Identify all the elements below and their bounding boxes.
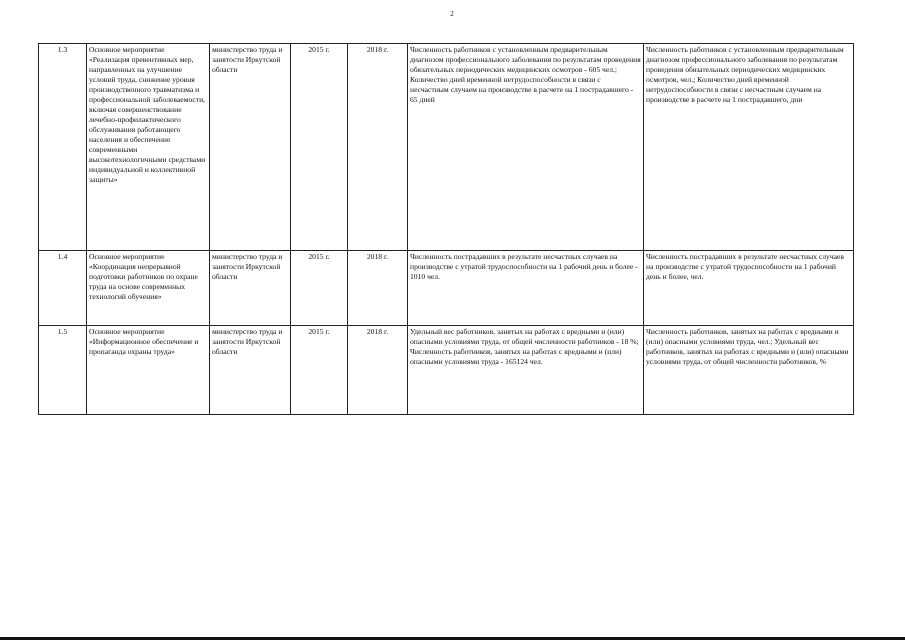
event-name-cell: Основное мероприятие «Координация непрерывной подготовки работников по охране труда на основе современных технологий обучения» <box>87 251 210 326</box>
expected-result-cell: Численность работников с установленным предварительным диагнозом профессионального заболевания по результатам проведения обязательных периодических медицинских осмотров - 605 чел.; Количество дней временной нетрудоспособности в связи с несчастным случаем на производстве в расчете на 1 пострадавшего - 65 дней <box>408 44 644 251</box>
end-year-cell: 2018 г. <box>348 251 408 326</box>
start-year-cell: 2015 г. <box>291 44 348 251</box>
end-year-cell: 2018 г. <box>348 326 408 415</box>
page-number: 2 <box>450 10 454 18</box>
executor-cell: министерство труда и занятости Иркутской области <box>210 251 291 326</box>
event-name-cell: Основное мероприятие «Информационное обеспечение и пропаганда охраны труда» <box>87 326 210 415</box>
start-year-cell: 2015 г. <box>291 326 348 415</box>
end-year-cell: 2018 г. <box>348 44 408 251</box>
executor-cell: министерство труда и занятости Иркутской области <box>210 44 291 251</box>
table-row <box>39 44 854 251</box>
start-year-cell: 2015 г. <box>291 251 348 326</box>
indicators-cell: Численность пострадавших в результате несчастных случаев на производстве с утратой трудоспособности на 1 рабочий день и более, чел. <box>644 251 854 326</box>
row-number-cell: 1.4 <box>39 251 87 326</box>
row-number-cell: 1.3 <box>39 44 87 251</box>
event-name-cell: Основное мероприятие «Реализация превентивных мер, направленных на улучшение условий труда, снижение уровня производственного травматизма и профессиональной заболеваемости, включая совершенствование лечебно-профилактического обслуживания работающего населения и обеспечение современными высокотехнологичными средствами индивидуальной и коллективной защиты» <box>87 44 210 251</box>
executor-cell: министерство труда и занятости Иркутской области <box>210 326 291 415</box>
row-number-cell: 1.5 <box>39 326 87 415</box>
expected-result-cell: Численность пострадавших в результате несчастных случаев на производстве с утратой трудоспособности на 1 рабочий день и более - 1010 чел. <box>408 251 644 326</box>
table-row <box>39 251 854 326</box>
expected-result-cell: Удельный вес работников, занятых на работах с вредными и (или) опасными условиями труда, от общей численности работников - 18 %; Численность работников, занятых на работах с вредными и (или) опасными условиями труда - 165124 чел. <box>408 326 644 415</box>
program-events-table <box>38 43 854 415</box>
table-row <box>39 326 854 415</box>
indicators-cell: Численность работников, занятых на работах с вредными и (или) опасными условиями труда, чел.; Удельный вес работников, занятых на работах с вредными и (или) опасными условиями труда, от общей численности работников, % <box>644 326 854 415</box>
indicators-cell: Численность работников с установленным предварительным диагнозом профессионального заболевания по результатам проведения обязательных периодических медицинских осмотров, чел.; Количество дней временной нетрудоспособности в связи с несчастным случаем на производстве в расчете на 1 пострадавшего, дни <box>644 44 854 251</box>
